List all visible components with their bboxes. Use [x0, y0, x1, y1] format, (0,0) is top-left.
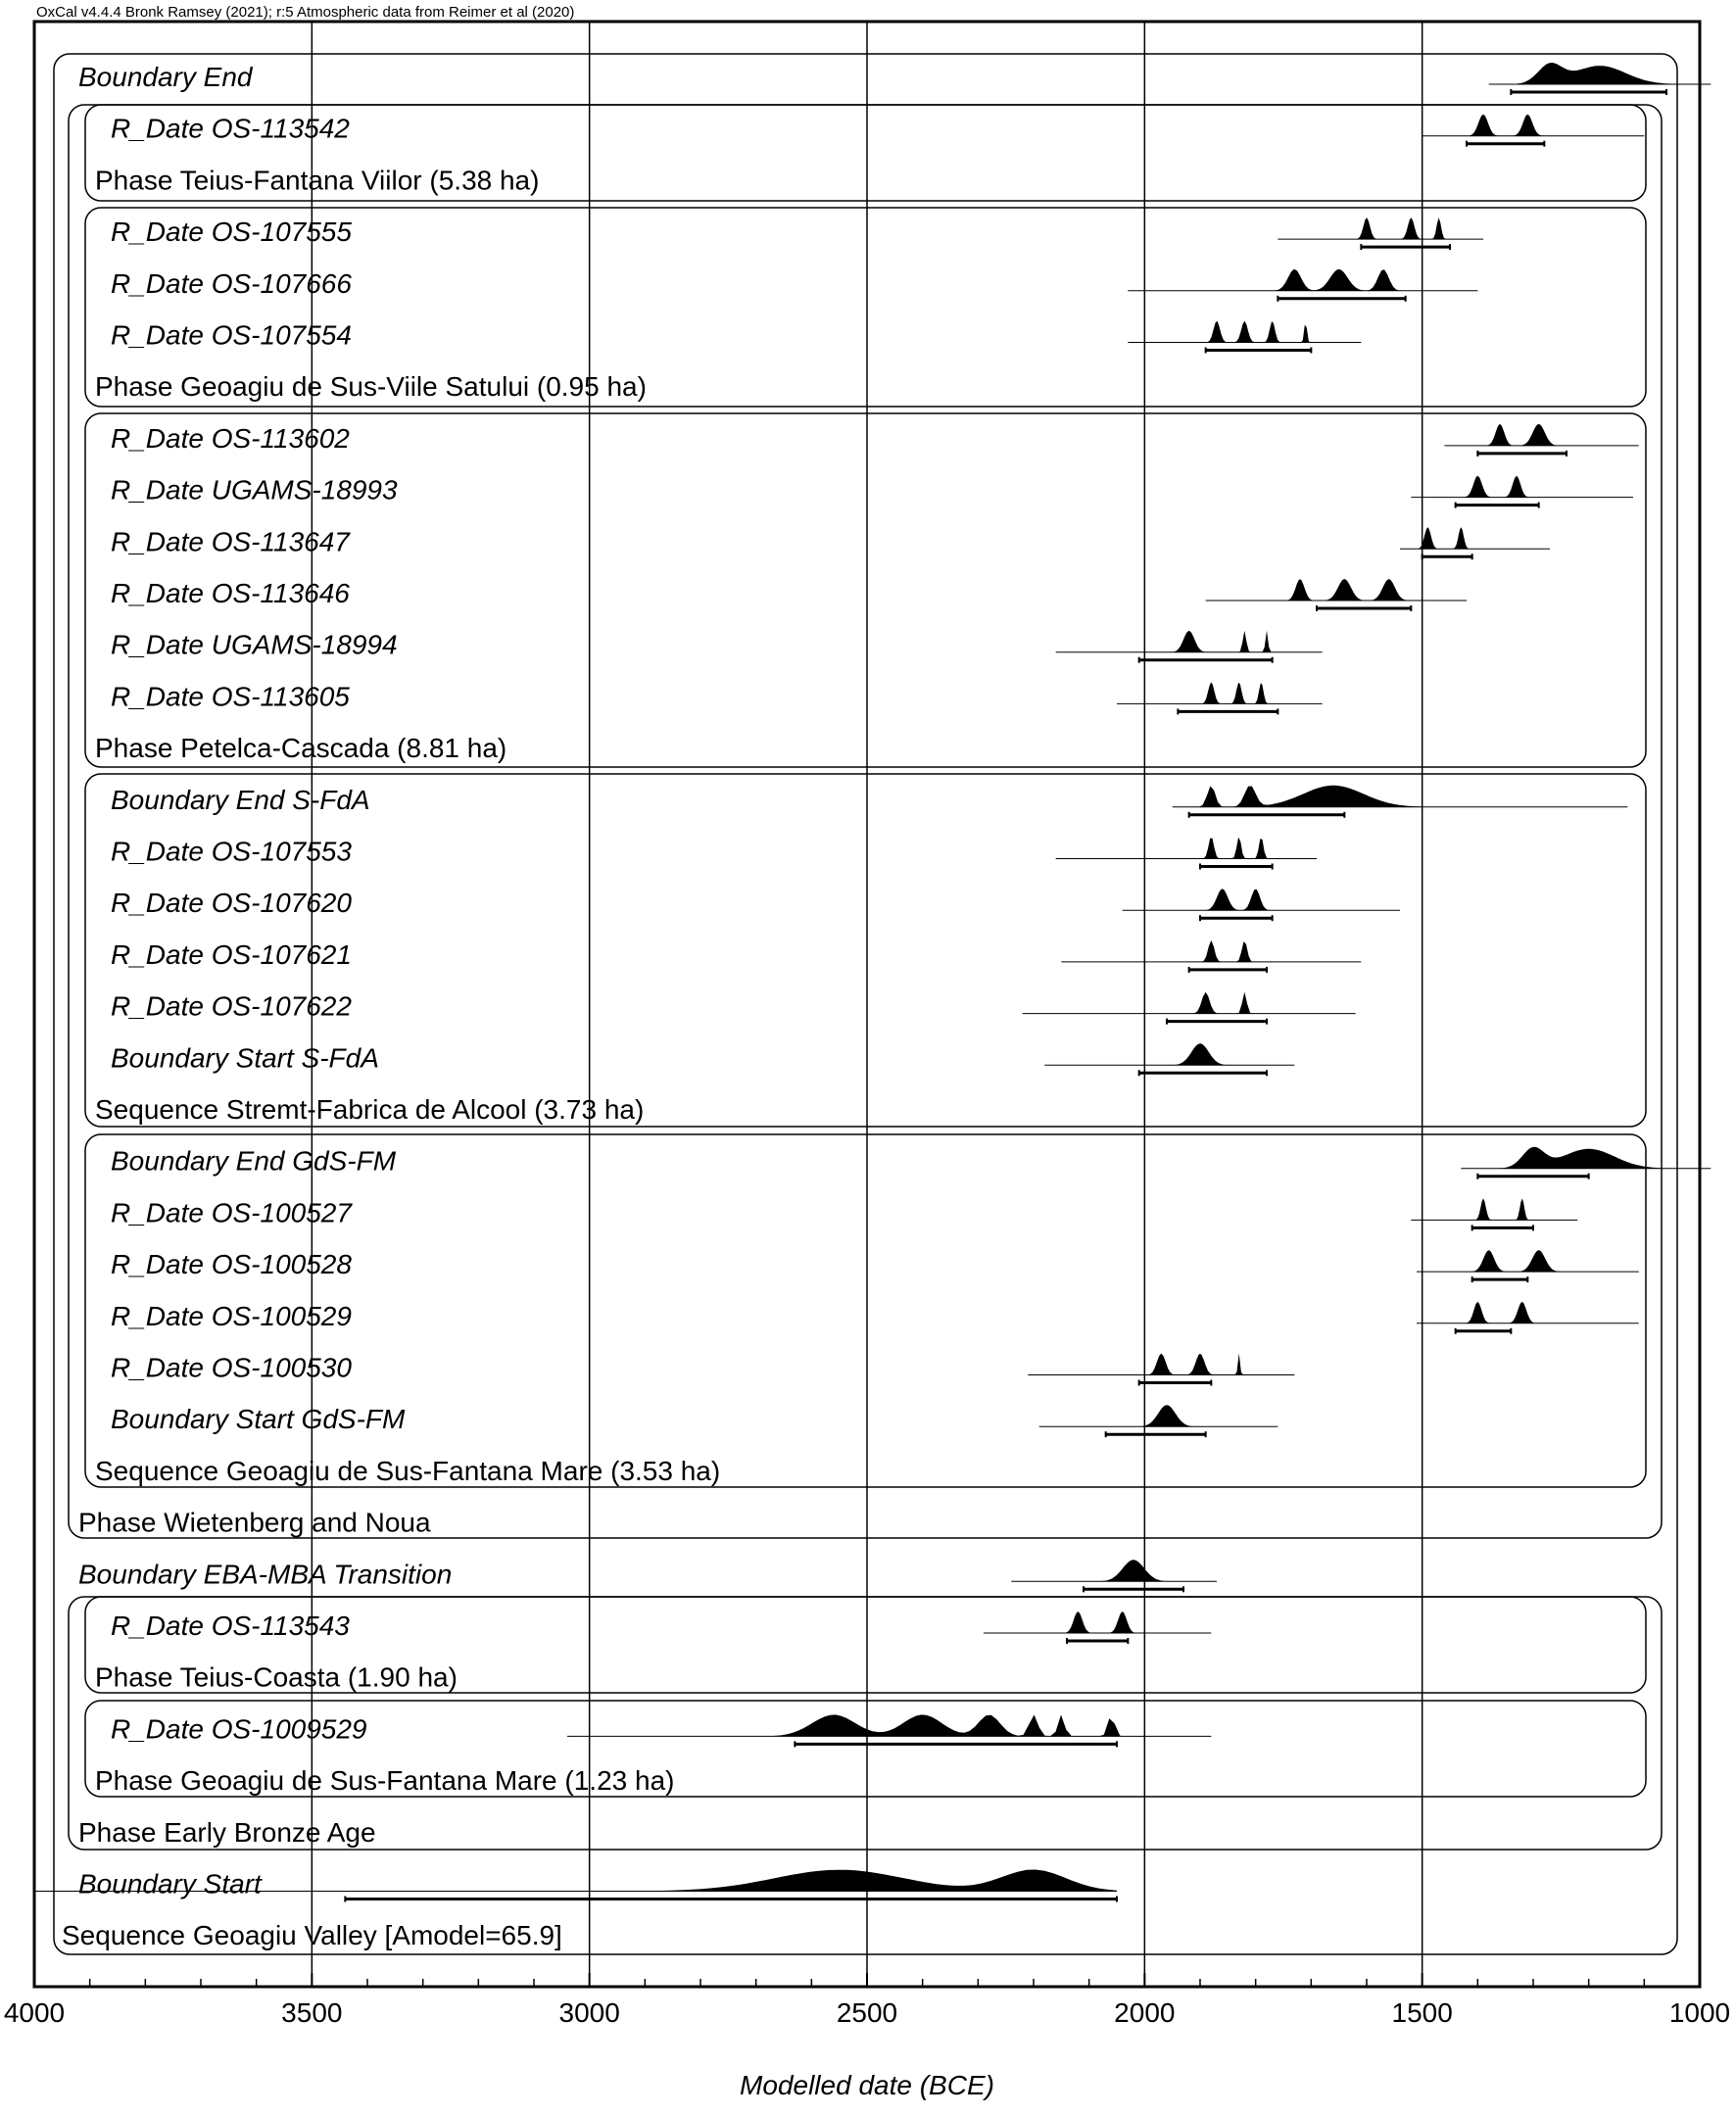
row-label: Boundary Start S-FdA [111, 1042, 379, 1074]
row-label: Sequence Geoagiu Valley [Amodel=65.9] [62, 1920, 562, 1951]
row-label: R_Date OS-113646 [111, 578, 350, 608]
x-tick-label: 1500 [1391, 1997, 1453, 2028]
posterior-distribution [1173, 786, 1628, 807]
posterior-distribution [1117, 682, 1323, 703]
row-label: R_Date OS-113543 [111, 1611, 350, 1641]
row-label: Phase Early Bronze Age [78, 1816, 376, 1848]
posterior-distribution [1028, 1354, 1294, 1375]
row-label: R_Date OS-107553 [111, 836, 352, 867]
posterior-distribution [1023, 992, 1356, 1014]
row-label: R_Date OS-107555 [111, 216, 352, 248]
row-label: Boundary End S-FdA [111, 784, 370, 815]
row-label: Boundary Start GdS-FM [111, 1404, 406, 1435]
row-label: R_Date OS-1009529 [111, 1713, 367, 1745]
posterior-distribution [1444, 424, 1638, 446]
row-label: R_Date OS-100530 [111, 1352, 352, 1383]
row-label: R_Date OS-100529 [111, 1300, 352, 1331]
row-label: R_Date UGAMS-18993 [111, 474, 398, 505]
row-label: R_Date UGAMS-18994 [111, 629, 398, 660]
posterior-distribution [1411, 1198, 1577, 1220]
posterior-distribution [1461, 1147, 1711, 1169]
row-label: Sequence Stremt-Fabrica de Alcool (3.73 ha) [95, 1094, 645, 1125]
posterior-distribution [1044, 1043, 1294, 1065]
posterior-distribution [567, 1714, 1211, 1736]
posterior-distribution [1417, 1250, 1639, 1272]
row-label: R_Date OS-113647 [111, 526, 350, 557]
row-label: Boundary End GdS-FM [111, 1145, 397, 1177]
row-label: R_Date OS-107554 [111, 319, 352, 351]
posterior-distribution [1128, 269, 1477, 291]
x-tick-label: 1000 [1668, 1997, 1731, 2028]
posterior-distribution [1423, 115, 1645, 136]
row-label: Boundary EBA-MBA Transition [78, 1559, 453, 1590]
row-label: R_Date OS-100528 [111, 1249, 352, 1280]
row-label: R_Date OS-107666 [111, 267, 352, 299]
row-label: Phase Wietenberg and Noua [78, 1507, 431, 1538]
posterior-distribution [1011, 1560, 1217, 1581]
posterior-distribution [984, 1611, 1211, 1633]
row-label: R_Date OS-113602 [111, 422, 350, 454]
chart-credit: OxCal v4.4.4 Bronk Ramsey (2021); r:5 Atmospheric data from Reimer et al (2020) [36, 4, 575, 21]
row-label: R_Date OS-113605 [111, 681, 350, 712]
row-label: Phase Petelca-Cascada (8.81 ha) [95, 733, 507, 764]
x-tick-label: 4000 [3, 1997, 66, 2028]
row-label: R_Date OS-100527 [111, 1197, 352, 1228]
row-label: Phase Teius-Coasta (1.90 ha) [95, 1661, 458, 1693]
row-label: Phase Geoagiu de Sus-Viile Satului (0.95 ha) [95, 371, 647, 403]
row-label: Boundary Start [78, 1868, 262, 1900]
x-tick-label: 2500 [836, 1997, 898, 2028]
posterior-distribution [1039, 1405, 1278, 1426]
row-label: R_Date OS-107622 [111, 990, 352, 1022]
posterior-distribution [1061, 940, 1361, 962]
x-tick-label: 2000 [1114, 1997, 1176, 2028]
x-tick-label: 3500 [281, 1997, 343, 2028]
posterior-distribution [1056, 631, 1323, 652]
row-label: Sequence Geoagiu de Sus-Fantana Mare (3.53 ha) [95, 1455, 721, 1486]
row-label: Boundary End [78, 62, 253, 92]
row-label: R_Date OS-113542 [111, 113, 350, 144]
row-label: Phase Geoagiu de Sus-Fantana Mare (1.23 ha) [95, 1765, 675, 1797]
row-label: R_Date OS-107621 [111, 938, 352, 970]
x-tick-label: 3000 [558, 1997, 620, 2028]
row-label: Phase Teius-Fantana Viilor (5.38 ha) [95, 165, 540, 196]
posterior-distribution [1206, 579, 1467, 601]
posterior-distribution [1417, 1302, 1639, 1323]
posterior-distribution [1278, 217, 1483, 239]
posterior-distribution [1056, 838, 1317, 859]
posterior-distribution [1123, 889, 1400, 910]
posterior-distribution [1128, 321, 1361, 343]
x-axis-title: Modelled date (BCE) [740, 2070, 994, 2100]
posterior-distribution [1411, 476, 1633, 498]
row-label: R_Date OS-107620 [111, 888, 352, 919]
